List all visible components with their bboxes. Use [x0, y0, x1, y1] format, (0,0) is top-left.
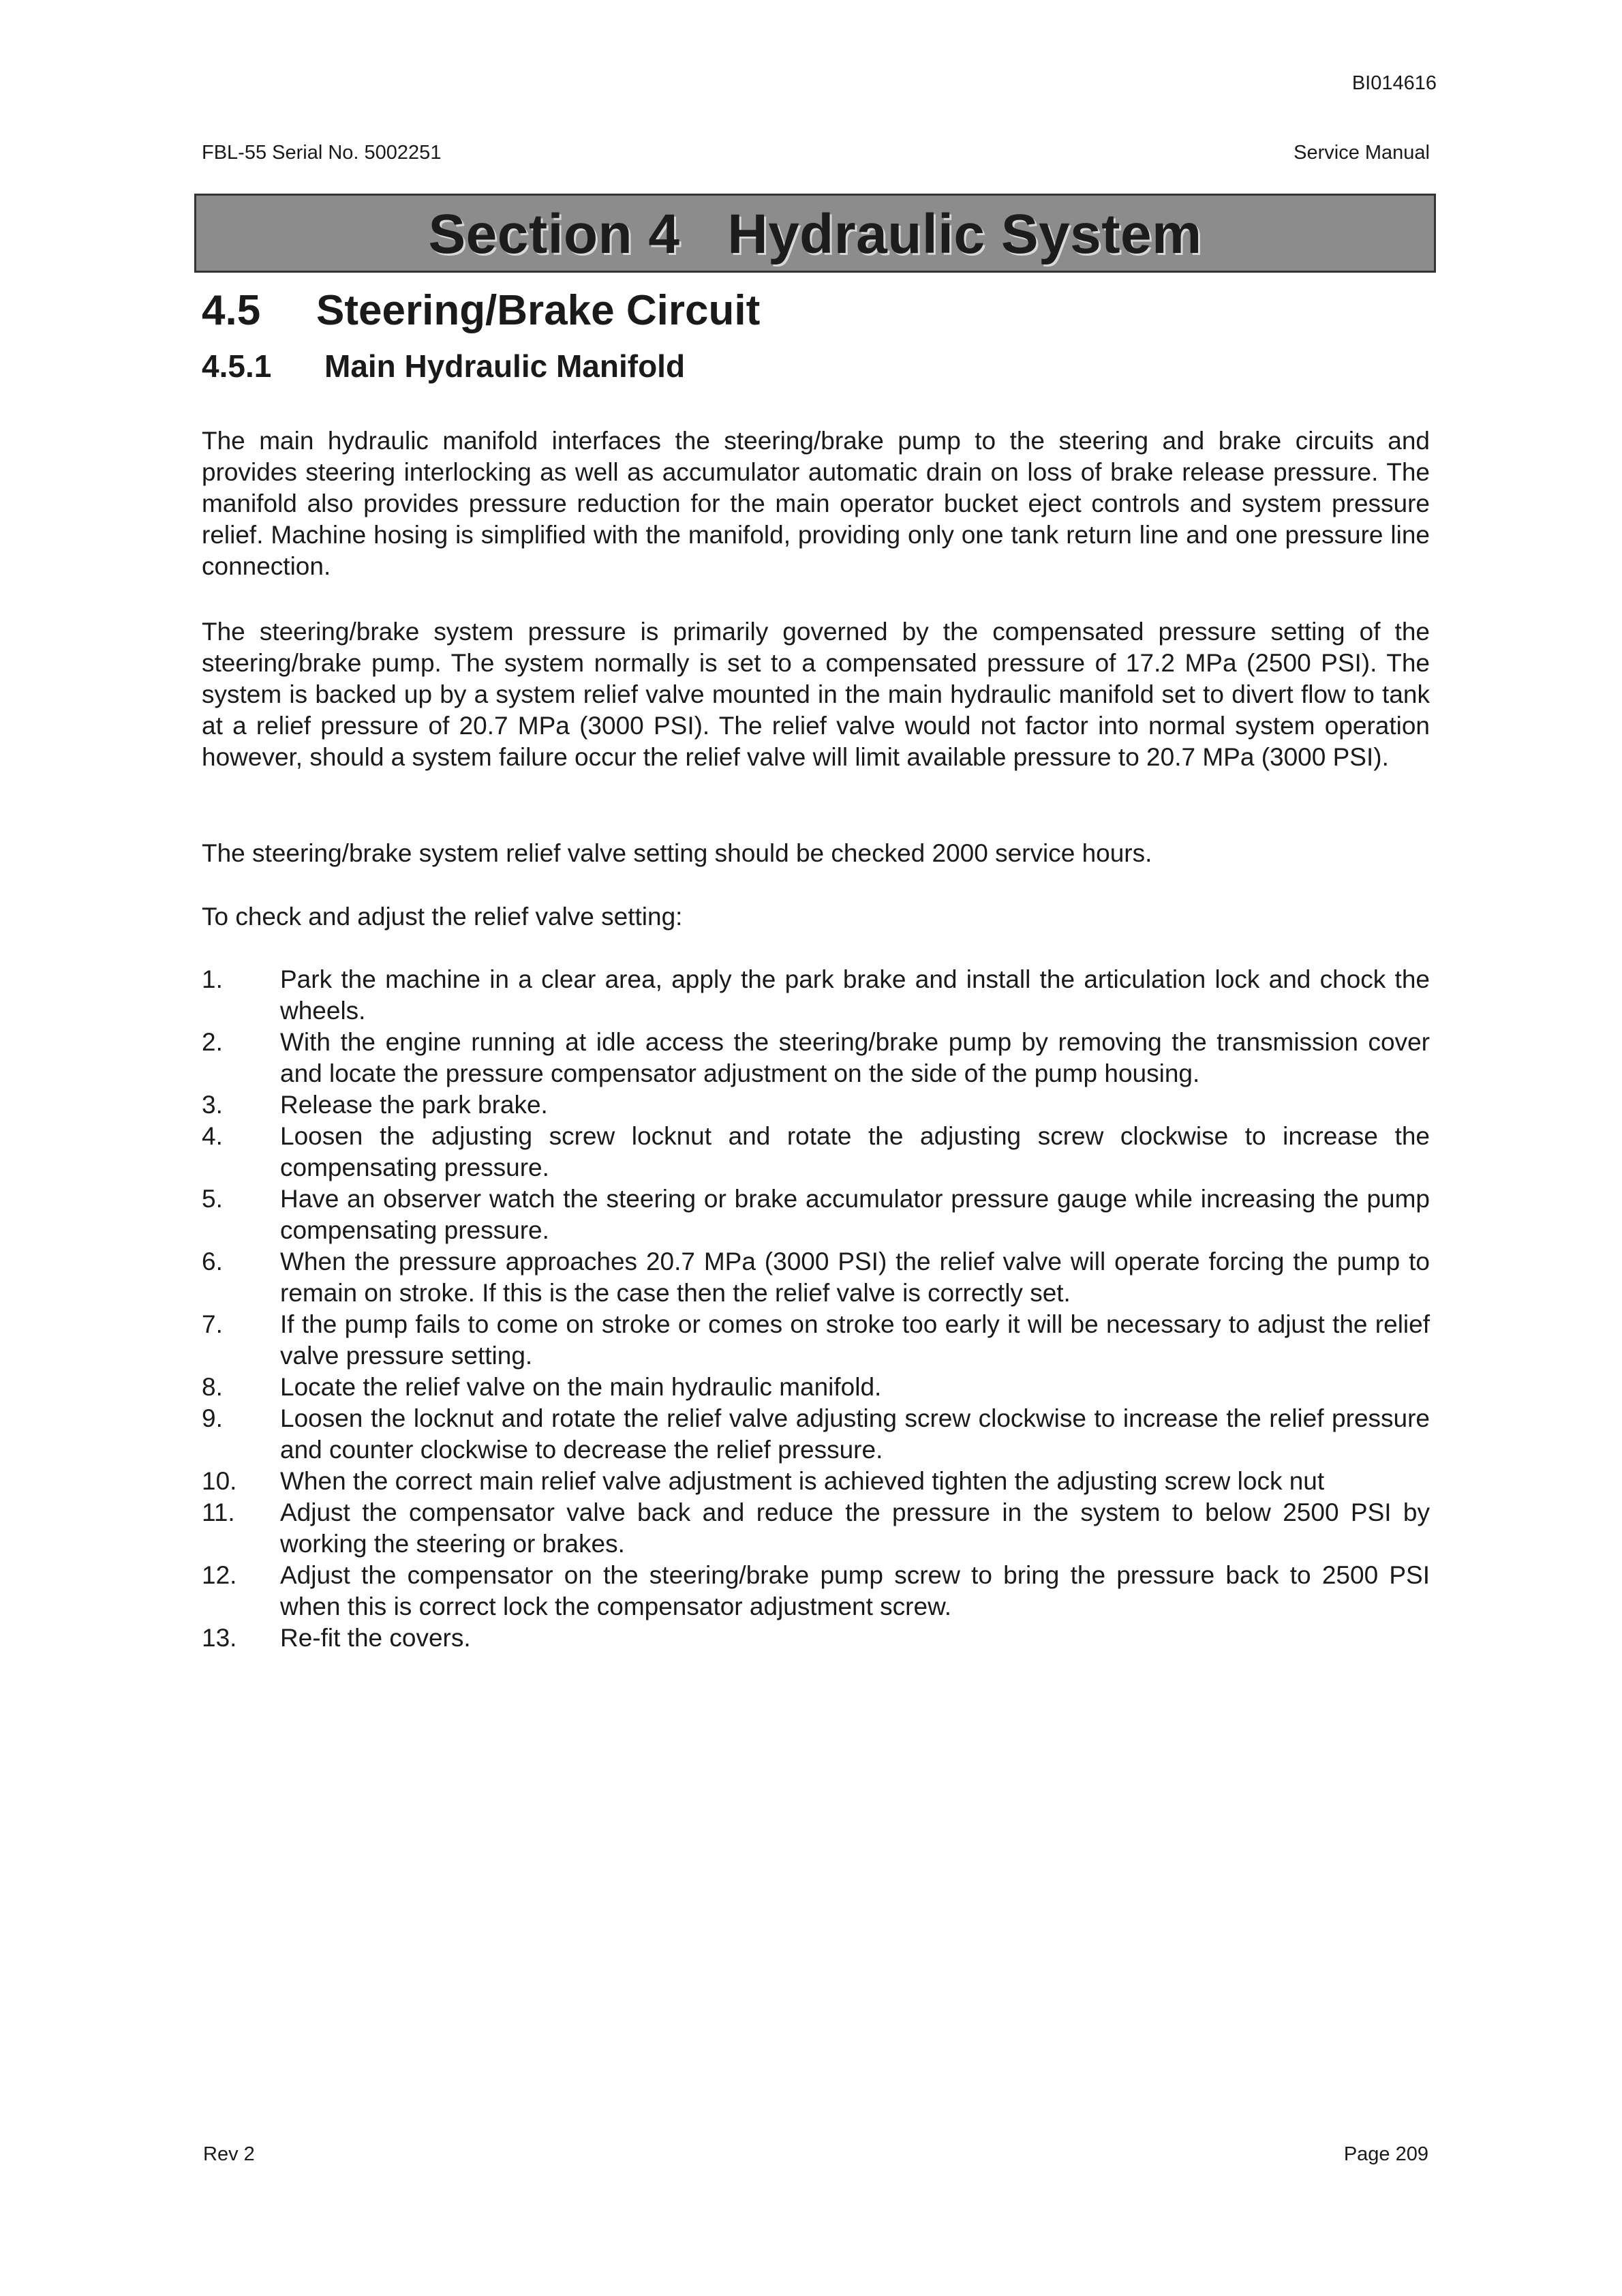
- step-text: With the engine running at idle access the steering/brake pump by removing the transmission cover and locate the pressure compensator adjustment on the side of the pump housing.: [280, 1028, 1430, 1087]
- step-text: Release the park brake.: [280, 1091, 548, 1119]
- step-number: 3.: [202, 1091, 223, 1119]
- step-text: Locate the relief valve on the main hydraulic manifold.: [280, 1373, 882, 1401]
- subsection-number: 4.5: [202, 287, 261, 334]
- footer-page-number: Page 209: [1343, 2143, 1428, 2165]
- procedure-steps-list: [202, 964, 1430, 1654]
- step-number: 5.: [202, 1185, 223, 1213]
- step-number: 2.: [202, 1028, 223, 1056]
- header-manual-title: Service Manual: [1294, 142, 1430, 164]
- step-number: 11.: [202, 1498, 235, 1526]
- step-number: 1.: [202, 965, 223, 993]
- step-text: Park the machine in a clear area, apply the park brake and install the articulation lock and chock the wheels.: [280, 965, 1430, 1025]
- paragraph-system-pressure: The steering/brake system pressure is primarily governed by the compensated pressure setting of the steering/brake pump. The system normally is set to a compensated pressure of 17.2 MPa (2500 PSI). The system is backed up by a system relief valve mounted in the main hydraulic manifold set to divert flow to tank at a relief pressure of 20.7 MPa (3000 PSI). The relief valve would not factor into normal system operation however, should a system failure occur the relief valve will limit available pressure to 20.7 MPa (3000 PSI).: [202, 618, 1430, 771]
- list-item: [202, 1246, 1430, 1309]
- step-number: 8.: [202, 1373, 223, 1401]
- list-item: [202, 1622, 1430, 1654]
- list-item: [202, 1121, 1430, 1183]
- step-number: 4.: [202, 1122, 223, 1150]
- step-number: 9.: [202, 1404, 223, 1432]
- list-item: [202, 1372, 1430, 1403]
- list-item: [202, 1027, 1430, 1089]
- list-item: [202, 1089, 1430, 1121]
- list-item: [202, 1466, 1430, 1497]
- footer-revision: Rev 2: [203, 2143, 255, 2165]
- list-item: [202, 1183, 1430, 1246]
- sub-subsection-heading: [202, 348, 685, 384]
- step-text: When the correct main relief valve adjustment is achieved tighten the adjusting screw lock nut: [280, 1467, 1325, 1495]
- paragraph-manifold-description: The main hydraulic manifold interfaces the steering/brake pump to the steering and brake circuits and provides steering interlocking as well as accumulator automatic drain on loss of brake release pressure. The manifold also provides pressure reduction for the main operator bucket eject controls and system pressure relief. Machine hosing is simplified with the manifold, providing only one tank return line and one pressure line connection.: [202, 427, 1430, 580]
- sub-subsection-number: 4.5.1: [202, 348, 272, 384]
- list-item: [202, 1403, 1430, 1466]
- paragraph-procedure-intro: To check and adjust the relief valve setting:: [202, 903, 683, 931]
- step-text: Re-fit the covers.: [280, 1624, 471, 1652]
- step-number: 7.: [202, 1310, 223, 1338]
- step-text: Adjust the compensator valve back and reduce the pressure in the system to below 2500 PSI by working the steering or brakes.: [280, 1498, 1430, 1558]
- subsection-heading: [202, 286, 760, 335]
- subsection-title: Steering/Brake Circuit: [316, 287, 761, 334]
- paragraph-service-interval: The steering/brake system relief valve setting should be checked 2000 service hours.: [202, 839, 1152, 867]
- step-number: 10.: [202, 1467, 237, 1495]
- sub-subsection-title: Main Hydraulic Manifold: [324, 348, 686, 384]
- step-number: 12.: [202, 1561, 237, 1589]
- list-item: [202, 1309, 1430, 1372]
- step-text: Adjust the compensator on the steering/brake pump screw to bring the pressure back to 2500 PSI when this is correct lock the compensator adjustment screw.: [280, 1561, 1430, 1620]
- step-number: 13.: [202, 1624, 237, 1652]
- step-number: 6.: [202, 1248, 223, 1275]
- step-text: Have an observer watch the steering or brake accumulator pressure gauge while increasing the pump compensating pressure.: [280, 1185, 1430, 1244]
- document-id: BI014616: [1351, 72, 1437, 94]
- step-text: When the pressure approaches 20.7 MPa (3000 PSI) the relief valve will operate forcing the pump to remain on stroke. If this is the case then the relief valve is correctly set.: [280, 1248, 1430, 1307]
- list-item: [202, 1560, 1430, 1622]
- step-text: If the pump fails to come on stroke or comes on stroke too early it will be necessary to adjust the relief valve pressure setting.: [280, 1310, 1430, 1370]
- section-title: Section 4 Hydraulic System: [428, 203, 1202, 265]
- list-item: [202, 1497, 1430, 1560]
- list-item: [202, 964, 1430, 1027]
- step-text: Loosen the locknut and rotate the relief valve adjusting screw clockwise to increase the relief pressure and counter clockwise to decrease the relief pressure.: [280, 1404, 1430, 1464]
- section-banner: [194, 194, 1436, 273]
- step-text: Loosen the adjusting screw locknut and rotate the adjusting screw clockwise to increase the compensating pressure.: [280, 1122, 1430, 1181]
- header-serial-number: FBL-55 Serial No. 5002251: [202, 142, 442, 164]
